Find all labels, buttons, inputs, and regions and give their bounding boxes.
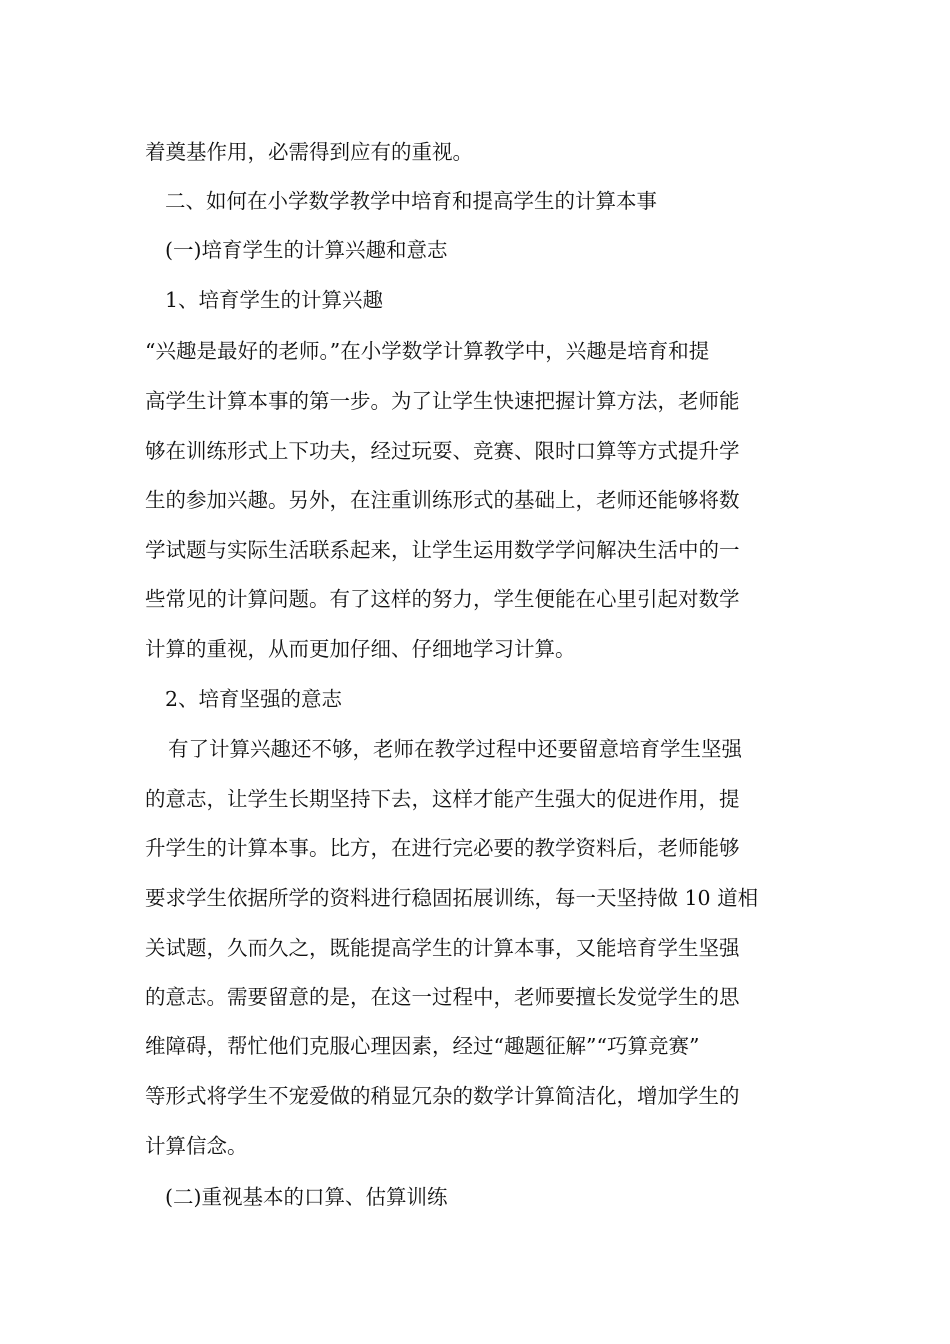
- text-line: 等形式将学生不宠爱做的稍显冗杂的数学计算简洁化，增加学生的: [145, 1084, 740, 1108]
- text-line: 有了计算兴趣还不够，老师在教学过程中还要留意培育学生坚强: [168, 737, 742, 761]
- subsection-heading: (一)培育学生的计算兴趣和意志: [165, 238, 448, 262]
- text-line: 够在训练形式上下功夫，经过玩耍、竞赛、限时口算等方式提升学: [145, 439, 740, 463]
- text-line: 生的参加兴趣。另外，在注重训练形式的基础上，老师还能够将数: [145, 488, 740, 512]
- text-line: 要求学生依据所学的资料进行稳固拓展训练，每一天坚持做 10 道相: [145, 886, 759, 910]
- subsection-heading: (二)重视基本的口算、估算训练: [165, 1185, 448, 1209]
- text-line: 关试题，久而久之，既能提高学生的计算本事，又能培育学生坚强: [145, 936, 740, 960]
- text-line: 着奠基作用，必需得到应有的重视。: [145, 140, 473, 164]
- text-line: 学试题与实际生活联系起来，让学生运用数学学问解决生活中的一: [145, 538, 740, 562]
- text-line: 计算信念。: [145, 1134, 248, 1158]
- item-heading: 2、培育坚强的意志: [165, 687, 343, 711]
- section-heading: 二、如何在小学数学教学中培育和提高学生的计算本事: [165, 189, 657, 213]
- text-line: 高学生计算本事的第一步。为了让学生快速把握计算方法，老师能: [145, 389, 740, 413]
- text-line: 维障碍，帮忙他们克服心理因素，经过“趣题征解”“巧算竞赛”: [145, 1034, 700, 1058]
- item-heading: 1、培育学生的计算兴趣: [165, 288, 384, 312]
- text-line: 计算的重视，从而更加仔细、仔细地学习计算。: [145, 637, 576, 661]
- text-line: 升学生的计算本事。比方，在进行完必要的教学资料后，老师能够: [145, 836, 740, 860]
- text-line: 的意志，让学生长期坚持下去，这样才能产生强大的促进作用，提: [145, 787, 740, 811]
- text-line: “兴趣是最好的老师。”在小学数学计算教学中，兴趣是培育和提: [145, 339, 710, 363]
- text-line: 的意志。需要留意的是，在这一过程中，老师要擅长发觉学生的思: [145, 985, 740, 1009]
- text-line: 些常见的计算问题。有了这样的努力，学生便能在心里引起对数学: [145, 587, 740, 611]
